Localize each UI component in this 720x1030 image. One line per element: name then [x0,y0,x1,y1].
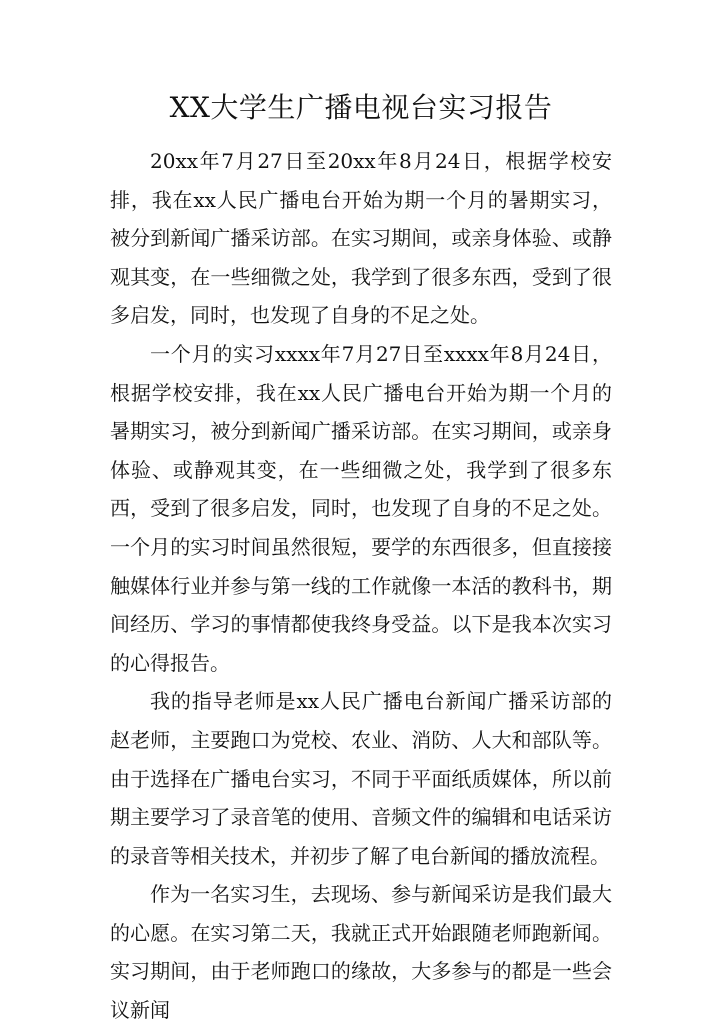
document-title: XX大学生广播电视台实习报告 [169,91,553,124]
paragraph-4: 作为一名实习生，去现场、参与新闻采访是我们最大的心愿。在实习第二天，我就正式开始跟随老师跑新闻。实习期间，由于老师跑口的缘故，大多参与的都是一些会议新闻 [110,882,612,1023]
paragraph-2: 一个月的实习xxxx年7月27日至xxxx年8月24日，根据学校安排，我在xx人民广播电台开始为期一个月的暑期实习，被分到新闻广播采访部。在实习期间，或亲身体验、或静观其变，在一些细微之处，我学到了很多东西，受到了很多启发，同时，也发现了自身的不足之处。一个月的实习时间虽然很短，要学的东西很多，但直接接触媒体行业并参与第一线的工作就像一本活的教科书，期间经历、学习的事情都使我终身受益。以下是我本次实习的心得报告。 [110,341,612,675]
paragraph-1: 20xx年7月27日至20xx年8月24日，根据学校安排，我在xx人民广播电台开始为期一个月的暑期实习，被分到新闻广播采访部。在实习期间，或亲身体验、或静观其变，在一些细微之处，我学到了很多东西，受到了很多启发，同时，也发现了自身的不足之处。 [110,149,612,328]
paragraph-3: 我的指导老师是xx人民广播电台新闻广播采访部的赵老师，主要跑口为党校、农业、消防、人大和部队等。由于选择在广播电台实习，不同于平面纸质媒体，所以前期主要学习了录音笔的使用、音频文件的编辑和电话采访的录音等相关技术，并初步了解了电台新闻的播放流程。 [110,689,612,868]
